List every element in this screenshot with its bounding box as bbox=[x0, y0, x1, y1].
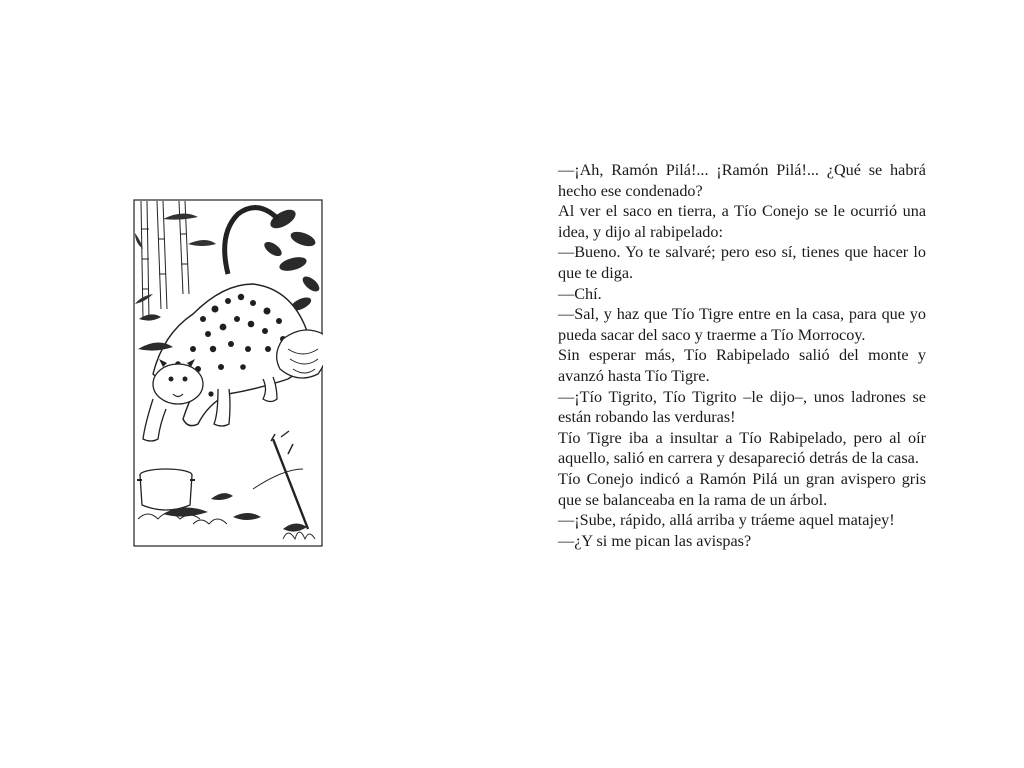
paragraph: Al ver el saco en tierra, a Tío Conejo se le ocurrió una idea, y dijo al rabipelado: bbox=[558, 202, 926, 241]
paragraph: —Sal, y haz que Tío Tigre entre en la casa, para que yo pueda sacar del saco y traerme a Tío Morrocoy. bbox=[558, 305, 926, 344]
paragraph: —¡Sube, rápido, allá arriba y tráeme aquel matajey! bbox=[558, 511, 895, 530]
paragraph: —Bueno. Yo te salvaré; pero eso sí, tienes que hacer lo que te diga. bbox=[558, 243, 926, 282]
paragraph: —Chí. bbox=[558, 284, 602, 303]
jaguar-illustration-icon bbox=[133, 199, 323, 547]
paragraph: Sin esperar más, Tío Rabipelado salió del monte y avanzó hasta Tío Tigre. bbox=[558, 346, 926, 385]
paragraph: —¿Y si me pican las avispas? bbox=[558, 531, 752, 550]
paragraph: —¡Tío Tigrito, Tío Tigrito –le dijo–, unos ladrones se están robando las verduras! bbox=[558, 387, 926, 427]
paragraph: Tío Tigre iba a insultar a Tío Rabipelado, pero al oír aquello, salió en carrera y desapareció detrás de la casa. bbox=[558, 428, 926, 468]
paragraph: —¡Ah, Ramón Pilá!... ¡Ramón Pilá!... ¿Qué se habrá hecho ese condenado? bbox=[558, 161, 926, 200]
story-text bbox=[558, 160, 926, 551]
paragraph: Tío Conejo indicó a Ramón Pilá un gran avispero gris que se balanceaba en la rama de un árbol. bbox=[558, 469, 926, 509]
